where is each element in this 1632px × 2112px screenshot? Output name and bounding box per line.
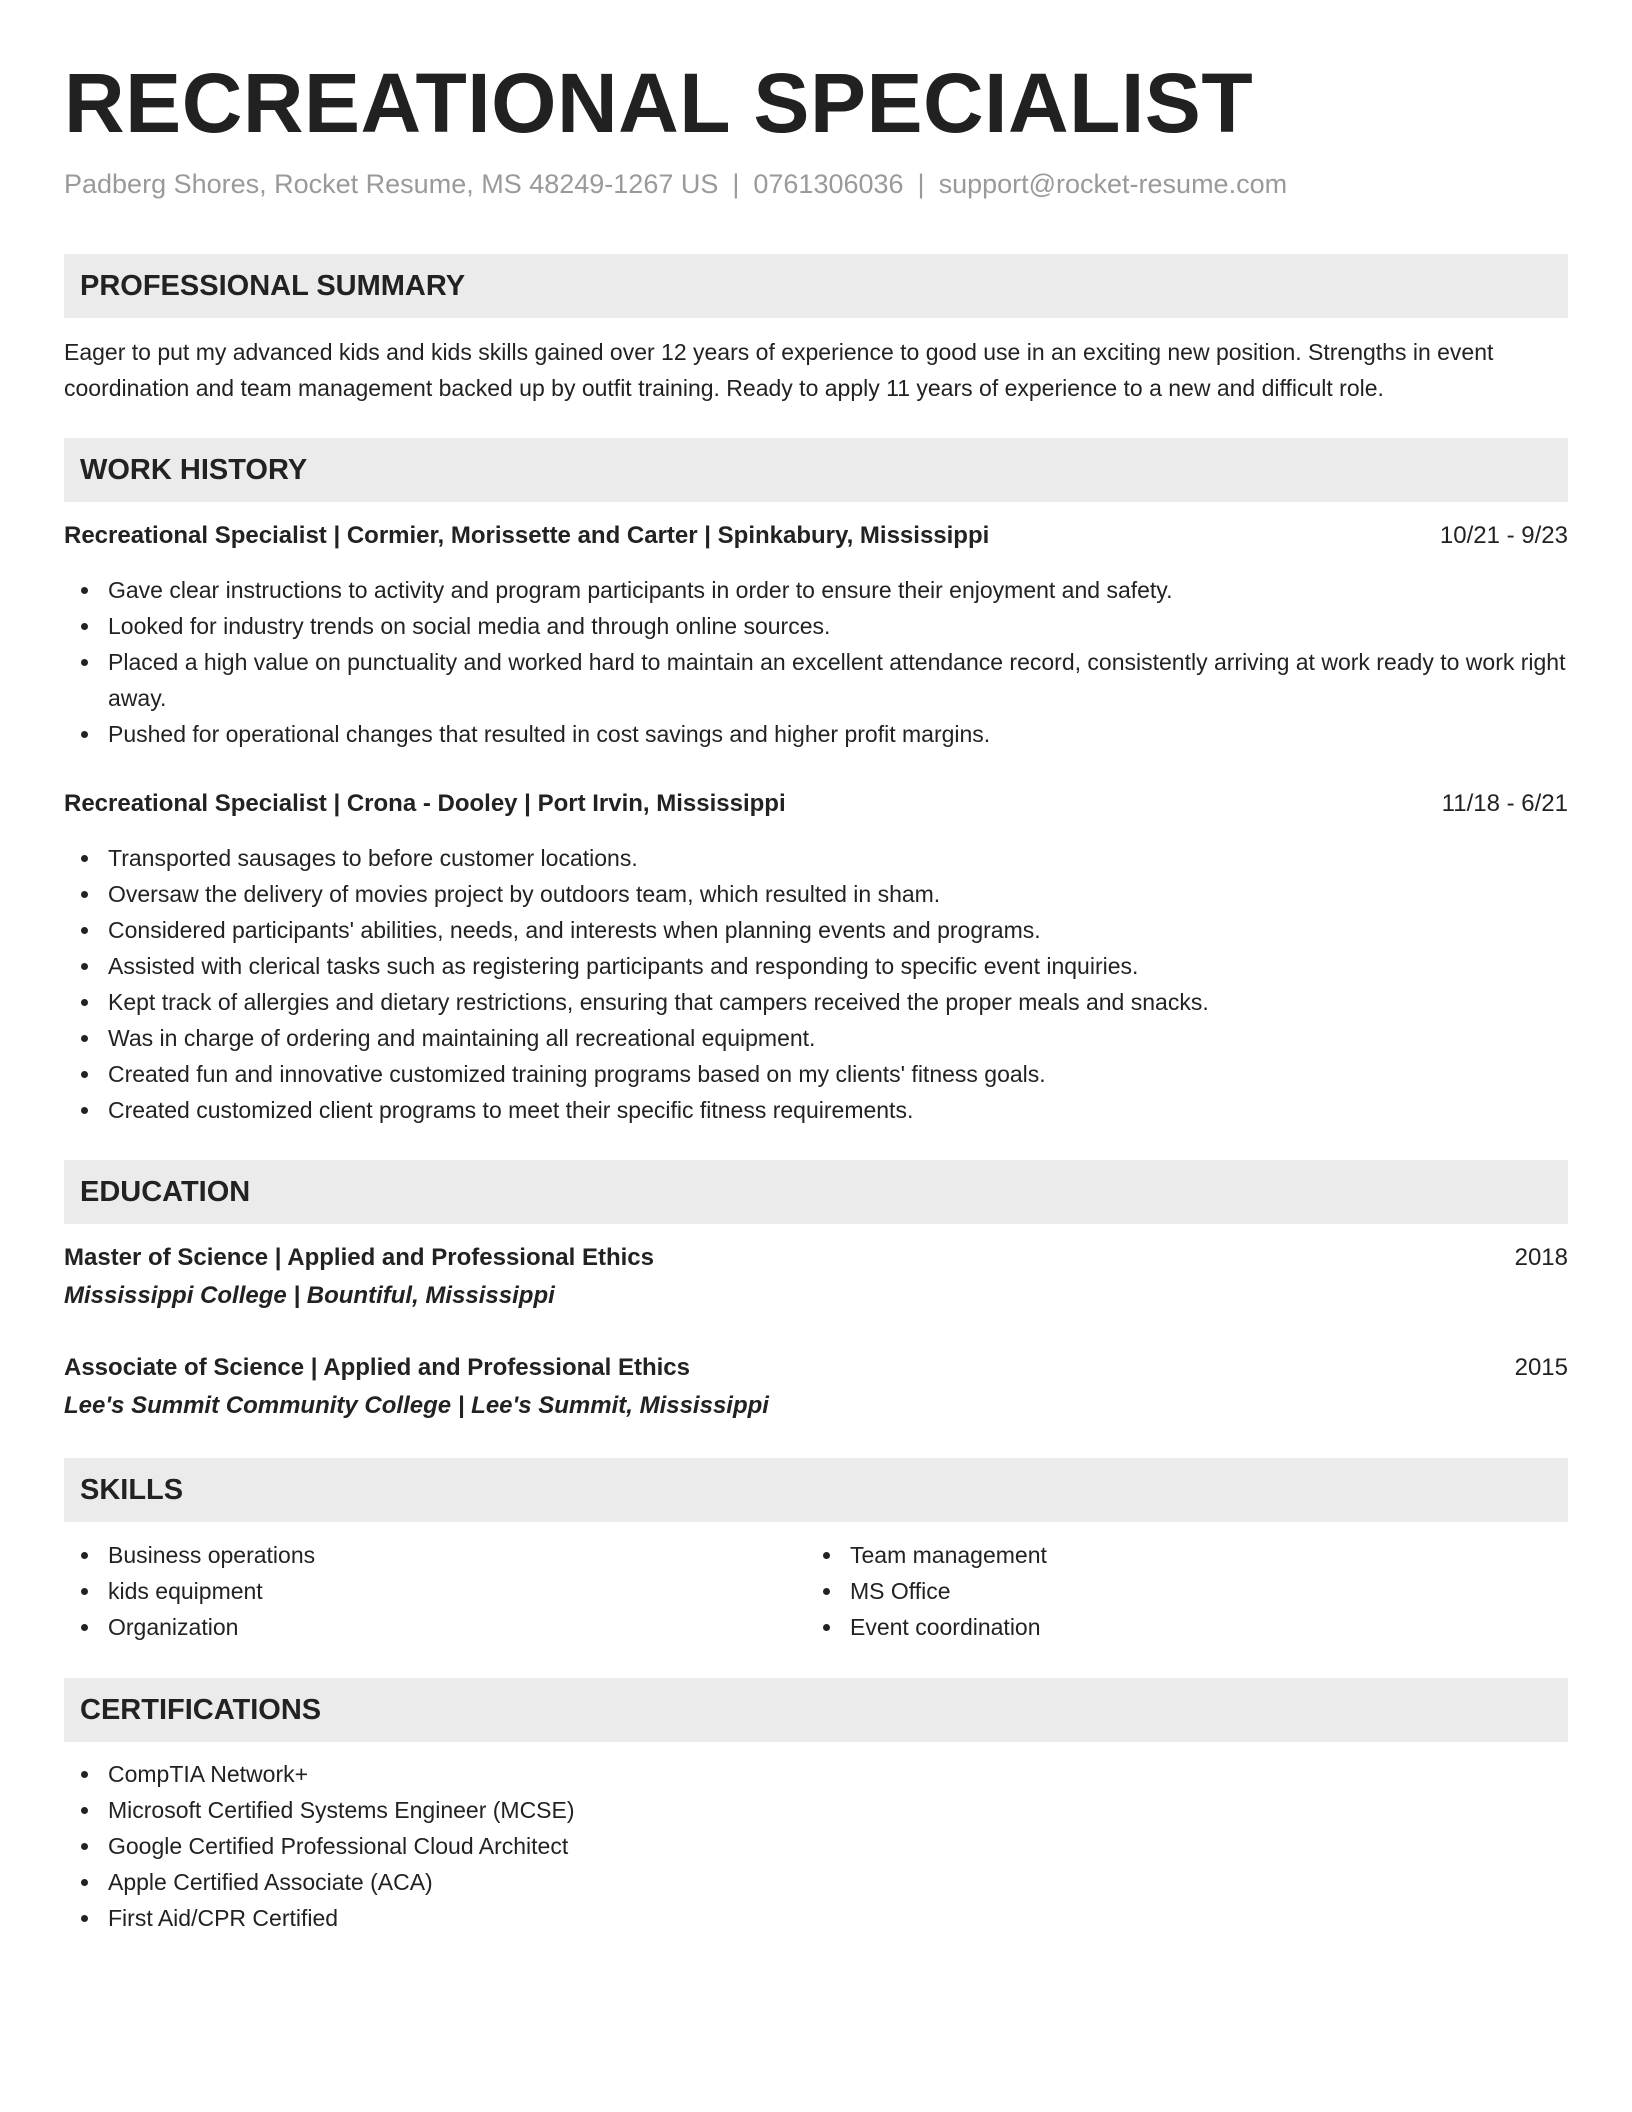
list-item: Kept track of allergies and dietary restrictions, ensuring that campers received the proper meals and snacks. [64,984,1568,1020]
contact-line [64,166,1287,202]
section-heading-skills: SKILLS [64,1458,1568,1522]
section-heading-summary: PROFESSIONAL SUMMARY [64,254,1568,318]
school: Mississippi College | Bountiful, Mississippi [64,1282,555,1309]
list-item: Team management [806,1537,1546,1573]
skills-list-left [64,1537,804,1645]
job-dates: 11/18 - 6/21 [1441,790,1568,817]
job-header [64,786,1568,822]
certifications-list [64,1756,1568,1936]
list-item: Placed a high value on punctuality and worked hard to maintain an excellent attendance record, consistently arriving at work ready to work right away. [64,644,1568,716]
list-item: Google Certified Professional Cloud Architect [64,1828,1568,1864]
list-item: Business operations [64,1537,804,1573]
list-item: Pushed for operational changes that resulted in cost savings and higher profit margins. [64,716,1568,752]
list-item: Microsoft Certified Systems Engineer (MCSE) [64,1792,1568,1828]
job-title: Recreational Specialist | Crona - Dooley | Port Irvin, Mississippi [64,790,786,817]
education-header [64,1240,1568,1276]
list-item: Transported sausages to before customer locations. [64,840,1568,876]
email: support@rocket-resume.com [938,169,1288,199]
list-item: First Aid/CPR Certified [64,1900,1568,1936]
section-heading-work-history: WORK HISTORY [64,438,1568,502]
job-bullets [64,572,1568,752]
graduation-year: 2015 [1514,1354,1568,1381]
education-header [64,1350,1568,1386]
job-bullets [64,840,1568,1128]
degree: Master of Science | Applied and Professional Ethics [64,1244,654,1271]
list-item: Apple Certified Associate (ACA) [64,1864,1568,1900]
list-item: CompTIA Network+ [64,1756,1568,1792]
separator: | [917,169,925,199]
list-item: Created customized client programs to meet their specific fitness requirements. [64,1092,1568,1128]
candidate-name: RECREATIONAL SPECIALIST [64,56,1254,150]
job-title: Recreational Specialist | Cormier, Morissette and Carter | Spinkabury, Mississippi [64,522,990,549]
list-item: Organization [64,1609,804,1645]
summary-text: Eager to put my advanced kids and kids skills gained over 12 years of experience to good use in an exciting new position. Strengths in event coordination and team management backed up by outfit training. Ready to apply 11 years of experience to a new and difficult role. [64,339,1494,401]
list-item: Considered participants' abilities, needs, and interests when planning events and programs. [64,912,1568,948]
list-item: Created fun and innovative customized training programs based on my clients' fitness goals. [64,1056,1568,1092]
list-item: kids equipment [64,1573,804,1609]
list-item: Assisted with clerical tasks such as registering participants and responding to specific event inquiries. [64,948,1568,984]
degree: Associate of Science | Applied and Professional Ethics [64,1354,691,1381]
section-heading-education: EDUCATION [64,1160,1568,1224]
job-dates: 10/21 - 9/23 [1439,522,1568,549]
job-header [64,518,1568,554]
school: Lee's Summit Community College | Lee's Summit, Mississippi [64,1392,769,1419]
list-item: MS Office [806,1573,1546,1609]
separator: | [732,169,740,199]
list-item: Was in charge of ordering and maintaining all recreational equipment. [64,1020,1568,1056]
list-item: Oversaw the delivery of movies project by outdoors team, which resulted in sham. [64,876,1568,912]
graduation-year: 2018 [1514,1244,1568,1271]
skills-list-right [806,1537,1546,1645]
address: Padberg Shores, Rocket Resume, MS 48249-1267 US [64,169,719,199]
list-item: Looked for industry trends on social media and through online sources. [64,608,1568,644]
list-item: Event coordination [806,1609,1546,1645]
phone: 0761306036 [753,169,904,199]
list-item: Gave clear instructions to activity and program participants in order to ensure their enjoyment and safety. [64,572,1568,608]
section-heading-certifications: CERTIFICATIONS [64,1678,1568,1742]
